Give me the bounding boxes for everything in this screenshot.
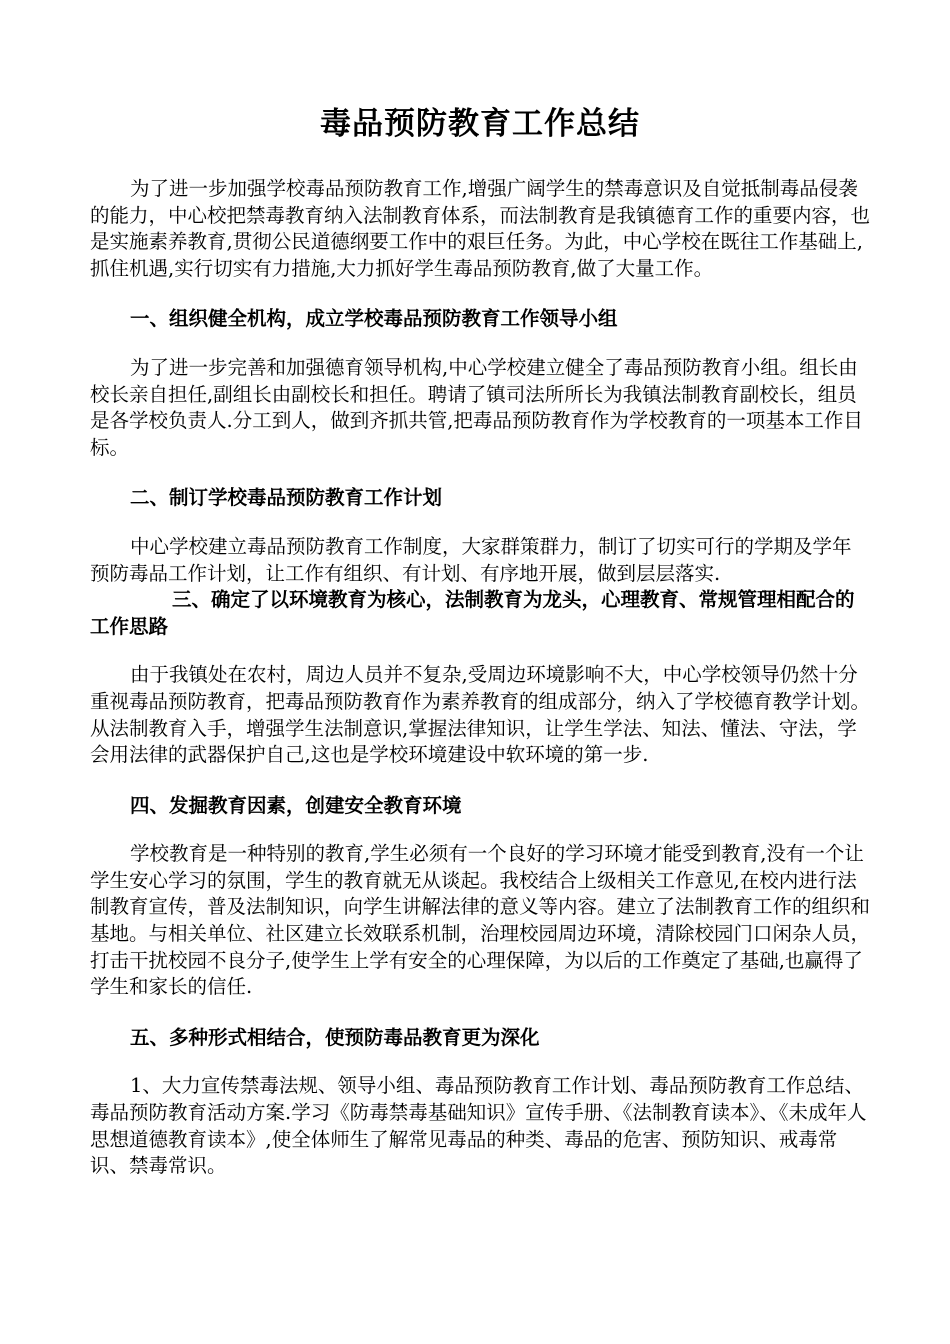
section-3-body: 由于我镇处在农村，周边人员并不复杂,受周边环境影响不大，中心学校领导仍然十分重视毒品预防教育，把毒品预防教育作为素养教育的组成部分，纳入了学校德育教学计划。从法制教育入手，增强学生法制意识,掌握法律知识，让学生学法、知法、懂法、守法，学会用法律的武器保护自己,这也是学校环境建设中软环境的第一步.: [90, 663, 871, 767]
spacer: [90, 282, 870, 306]
spacer: [90, 640, 870, 662]
section-1-body: 为了进一步完善和加强德育领导机构,中心学校建立健全了毒品预防教育小组。组长由校长亲自担任,副组长由副校长和担任。聘请了镇司法所所长为我镇法制教育副校长，组员是各学校负责人.分工到人，做到齐抓共管,把毒品预防教育作为学校教育的一项基本工作目标。: [90, 355, 863, 459]
section-3-heading: 三、确定了以环境教育为核心，法制教育为龙头，心理教育、常规管理相配合的工作思路: [90, 588, 855, 638]
spacer: [90, 819, 870, 841]
spacer: [90, 461, 870, 485]
intro-paragraph: 为了进一步加强学校毒品预防教育工作,增强广阔学生的禁毒意识及自觉抵制毒品侵袭的能力，中心校把禁毒教育纳入法制教育体系，而法制教育是我镇德育工作的重要内容，也是实施素养教育,贯彻公民道德纲要工作中的艰巨任务。为此，中心学校在既往工作基础上,抓住机遇,实行切实有力措施,大力抓好学生毒品预防教育,做了大量工作。: [90, 177, 871, 280]
spacer: [90, 1001, 870, 1025]
spacer: [90, 769, 870, 793]
spacer: [90, 1051, 870, 1073]
section-2-body: 中心学校建立毒品预防教育工作制度，大家群策群力，制订了切实可行的学期及学年预防毒品工作计划，让工作有组织、有计划、有序地开展，做到层层落实.: [90, 534, 852, 585]
section-1-heading: 一、组织健全机构，成立学校毒品预防教育工作领导小组: [130, 307, 618, 331]
section-4-heading: 四、发掘教育因素，创建安全教育环境: [130, 793, 462, 817]
document-title: 毒品预防教育工作总结: [320, 106, 640, 142]
spacer: [90, 512, 870, 534]
section-5-body: 1、大力宣传禁毒法规、领导小组、毒品预防教育工作计划、毒品预防教育工作总结、毒品预防教育活动方案.学习《防毒禁毒基础知识》宣传手册、《法制教育读本》、《未成年人思想道德教育读本》,使全体师生了解常见毒品的种类、毒品的危害、预防知识、戒毒常识、禁毒常识。: [90, 1074, 867, 1178]
document-page: [90, 100, 870, 1180]
spacer: [90, 333, 870, 355]
section-5-heading: 五、多种形式相结合，使预防毒品教育更为深化: [130, 1025, 540, 1049]
section-2-heading: 二、制订学校毒品预防教育工作计划: [130, 486, 443, 510]
section-4-body: 学校教育是一种特别的教育,学生必须有一个良好的学习环境才能受到教育,没有一个让学生安心学习的氛围，学生的教育就无从谈起。我校结合上级相关工作意见,在校内进行法制教育宣传，普及法制知识，向学生讲解法律的意义等内容。建立了法制教育工作的组织和基地。与相关单位、社区建立长效联系机制，治理校园周边环境，清除校园门口闲杂人员，打击干扰校园不良分子,使学生上学有安全的心理保障，为以后的工作奠定了基础,也赢得了学生和家长的信任.: [90, 842, 871, 999]
